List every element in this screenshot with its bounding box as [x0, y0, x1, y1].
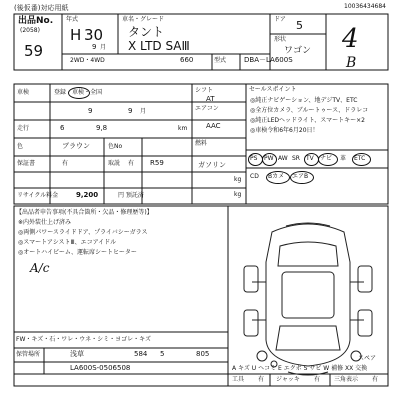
warranty-value: 有 [62, 160, 69, 167]
circle-mark [262, 153, 277, 166]
plate-no: 805 [196, 350, 210, 358]
equip-circle-6: ナビ [320, 155, 333, 162]
equipment-3: ◎スマートアシストⅢ、エコアイドル [18, 239, 117, 246]
sales-point-3: ◎純正LEDヘッドライト、スマートキー×2 [250, 117, 365, 124]
lot-number: 59 [24, 42, 44, 60]
equipment-title: 【出品者申告事項(不具合箇所・欠品・修理歴等)】 [16, 209, 153, 216]
shaken-year: 9 [88, 107, 93, 115]
fuel-label: 燃料 [195, 140, 208, 147]
name-grade-label: 車名・グレード [122, 16, 165, 23]
sales-point-4: ◎車検令和6年6月20日！ [250, 127, 319, 134]
color-no: R59 [150, 159, 164, 167]
storage-label: 保管場所 [16, 351, 41, 358]
shift-label: シフト [195, 87, 214, 94]
shaken-month: 9 [128, 107, 133, 115]
circle-mark [352, 153, 371, 166]
doors-label: ドア [274, 16, 286, 23]
year-num: 30 [84, 26, 104, 44]
plate-number: 584 [134, 350, 148, 358]
jack-value: 有 [314, 376, 321, 383]
interior-grade: B [346, 55, 357, 71]
car-name: タント [128, 25, 165, 39]
circle-mark [290, 171, 314, 184]
color-value: ブラウン [62, 142, 90, 150]
shaken-circle [68, 87, 90, 99]
year-era: H [70, 26, 82, 44]
equipment-4: ◎オートハイビーム、運転席シートヒーター [18, 249, 137, 256]
circle-mark [266, 171, 290, 184]
shaken-options: 登録・車検・全国 [54, 89, 103, 96]
circle-mark [248, 153, 263, 166]
doc-id: 10036434684 [344, 3, 386, 10]
sales-point-2: ◎全方位カメラ、ブルートゥース、ドラレコ [250, 107, 369, 114]
sales-point-label: セールスポイント [249, 86, 297, 93]
plate-class: 5 [160, 350, 165, 358]
equip-circle-9: CD [250, 173, 259, 180]
kg-unit-2: kg [234, 191, 242, 198]
manual-label: 取説 [108, 160, 121, 167]
equip-circle-5: TV [306, 155, 314, 162]
form-note: (後仮番)対応用紙 [14, 4, 69, 12]
ac-value: AAC [206, 122, 221, 130]
jack-label: ジャッキ [276, 376, 300, 383]
month-unit: 月 [100, 44, 107, 51]
ac-label: エアコン [195, 105, 219, 112]
warranty-label: 保証書 [17, 160, 36, 167]
equip-circle-1: PS [250, 155, 258, 162]
equipment-2: ◎両側パワースライドドア、プライバシーガラス [18, 229, 148, 236]
grade: X LTD SAⅢ [128, 39, 190, 53]
plate-area: 浅草 [70, 350, 84, 358]
odometer-value: 9,8 [96, 124, 108, 132]
manual-value: 有 [128, 160, 135, 167]
color-label: 色 [17, 143, 24, 150]
car-diagram-icon [244, 223, 372, 375]
chassis-number: LA600S-0506508 [70, 364, 131, 372]
engine-cc: 660 [180, 56, 194, 64]
score: 4 [342, 24, 359, 54]
body-label: 形状 [274, 36, 287, 43]
equip-circle-3: AW [278, 155, 288, 162]
odometer-label: 走行 [17, 125, 30, 132]
equip-circle-2: PW [264, 155, 274, 162]
fuel-value: ガソリン [198, 161, 226, 169]
recycle-label: リサイクル料金 [17, 192, 59, 199]
kg-unit-1: kg [234, 176, 242, 183]
equip-circle-8: ETC [354, 155, 366, 162]
recycle-value: 9,200 [76, 191, 99, 199]
equip-circle-11: エアB [292, 173, 309, 180]
shaken-month-unit: 月 [140, 108, 147, 115]
damage-legend: A キズ U ヘコミ E エクボ S サビ W 補修 XX 交換 [232, 365, 368, 372]
stamp-id: (2058) [20, 27, 40, 34]
equip-circle-10: Bカメ [268, 173, 285, 180]
month-value: 9 [92, 43, 97, 51]
odometer-prefix: 6 [60, 124, 65, 132]
tool-label: 工具 [232, 376, 245, 383]
sales-point-1: ◎純正ナビゲーション、地デジTV、ETC [250, 97, 358, 104]
equip-circle-4: SR [292, 155, 300, 162]
color-code-label: 色No [108, 143, 123, 150]
circle-mark [304, 153, 319, 166]
triangle-value: 有 [372, 376, 379, 383]
odometer-unit: km [178, 125, 188, 132]
triangle-label: 三角表示 [334, 376, 359, 383]
recycle-note: 円 預託済 [118, 192, 144, 199]
lot-label: 出品No. [18, 16, 54, 26]
equip-circle-7: 革 [340, 155, 347, 162]
tool-value: 有 [258, 376, 265, 383]
shift-value: AT [206, 95, 215, 103]
year-label: 年式 [66, 16, 79, 23]
shaken-label: 車検 [17, 89, 30, 96]
circle-mark [318, 153, 338, 166]
model-label: 型式 [214, 57, 227, 64]
fw-row: FW・キズ・石・ワレ・ウネ・シミ・ヨゴレ・キズ [16, 336, 151, 343]
model-code: DBA－LA600S [244, 56, 293, 64]
drive-options: 2WD・4WD [70, 57, 105, 64]
handwritten-note: A/c [30, 261, 50, 275]
spare-label: スペア [358, 355, 377, 362]
body-type: ワゴン [284, 46, 312, 56]
equipment-1: ※内外装仕上げ済み [18, 219, 72, 226]
doors-value: 5 [296, 19, 303, 32]
